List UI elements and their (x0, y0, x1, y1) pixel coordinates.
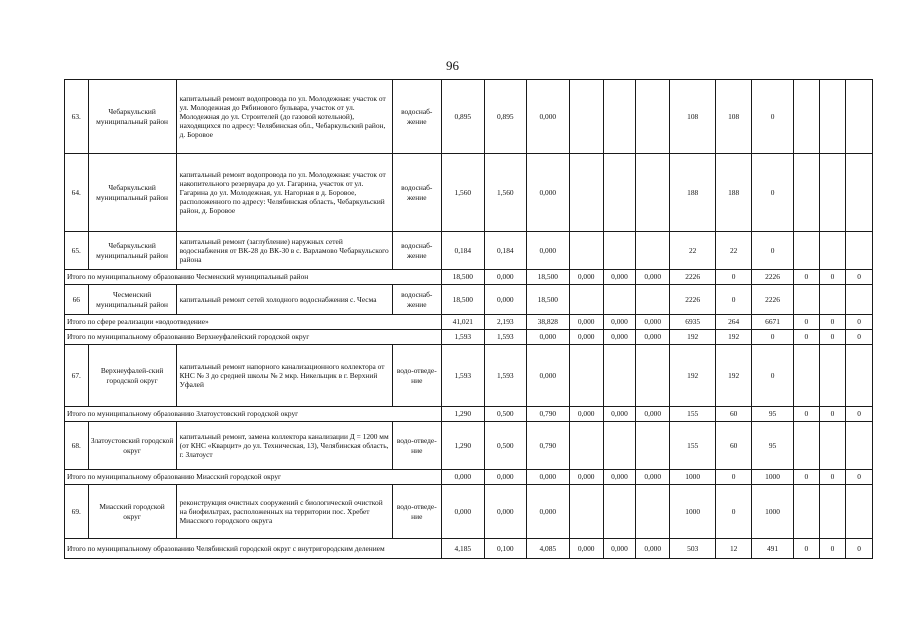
municipality-cell: Верхнеуфалей-ский городской округ (88, 345, 176, 407)
value-cell: 2226 (670, 285, 716, 315)
value-cell: 0,000 (603, 407, 636, 422)
value-cell (819, 422, 846, 470)
value-cell: 0 (846, 330, 873, 345)
value-cell (794, 232, 820, 270)
value-cell: 0,000 (603, 539, 636, 559)
value-cell: 2,193 (484, 315, 526, 330)
value-cell: 12 (716, 539, 752, 559)
municipality-cell: Златоустовский городской округ (88, 422, 176, 470)
value-cell (569, 345, 603, 407)
value-cell (603, 154, 636, 232)
value-cell: 155 (670, 422, 716, 470)
row-number-cell: 64. (65, 154, 89, 232)
row-number-cell: 69. (65, 485, 89, 539)
value-cell (794, 485, 820, 539)
value-cell: 0,500 (484, 407, 526, 422)
value-cell: 0,000 (603, 470, 636, 485)
value-cell: 1,560 (441, 154, 484, 232)
value-cell: 95 (752, 422, 794, 470)
value-cell (569, 232, 603, 270)
value-cell (636, 154, 670, 232)
value-cell (636, 485, 670, 539)
value-cell: 0,184 (484, 232, 526, 270)
value-cell (569, 285, 603, 315)
value-cell: 0,000 (484, 270, 526, 285)
value-cell (603, 345, 636, 407)
value-cell: 264 (716, 315, 752, 330)
row-number-cell: 65. (65, 232, 89, 270)
description-cell: капитальный ремонт, замена коллектора канализации Д = 1200 мм (от КНС «Кварцит» до ул. Техническая, 13), Челябинская область, г. Златоуст (176, 422, 392, 470)
value-cell: 1,290 (441, 422, 484, 470)
value-cell: 0,000 (636, 270, 670, 285)
total-label-cell: Итого по муниципальному образованию Верхнеуфалейский городской округ (65, 330, 442, 345)
value-cell: 60 (716, 407, 752, 422)
value-cell (819, 80, 846, 154)
value-cell: 192 (716, 345, 752, 407)
value-cell: 0,895 (441, 80, 484, 154)
value-cell: 0,790 (526, 407, 569, 422)
value-cell: 0,000 (484, 485, 526, 539)
sphere-cell: водоснаб-жение (392, 232, 441, 270)
value-cell: 0,100 (484, 539, 526, 559)
municipality-cell: Чебаркульский муниципальный район (88, 80, 176, 154)
value-cell: 0 (846, 315, 873, 330)
description-cell: капитальный ремонт водопровода по ул. Молодежная: участок от накопительного резервуара до ул. Гагарина, участок от ул. Гагарина до ул. Молодежная, ул. Нагорная в д. Боровое, расположенного по адресу: Челябинская область, Чебаркульский район, д. Боровое (176, 154, 392, 232)
value-cell: 188 (716, 154, 752, 232)
value-cell: 0,000 (569, 470, 603, 485)
value-cell: 0,000 (526, 345, 569, 407)
value-cell (794, 345, 820, 407)
value-cell: 4,085 (526, 539, 569, 559)
value-cell (794, 154, 820, 232)
value-cell: 0 (752, 232, 794, 270)
value-cell (846, 80, 873, 154)
value-cell: 0 (794, 470, 820, 485)
municipality-cell: Чесменский муниципальный район (88, 285, 176, 315)
value-cell (636, 345, 670, 407)
value-cell: 0 (819, 539, 846, 559)
value-cell: 0 (716, 285, 752, 315)
value-cell: 1,593 (484, 345, 526, 407)
value-cell (636, 422, 670, 470)
description-cell: капитальный ремонт (заглубление) наружных сетей водоснабжения от ВК-28 до ВК-30 в с. Варламово Чебаркульского района (176, 232, 392, 270)
value-cell: 1,560 (484, 154, 526, 232)
total-row (65, 270, 873, 285)
value-cell: 6671 (752, 315, 794, 330)
value-cell (569, 80, 603, 154)
value-cell: 0 (752, 330, 794, 345)
value-cell: 0 (819, 315, 846, 330)
value-cell: 60 (716, 422, 752, 470)
value-cell: 22 (716, 232, 752, 270)
value-cell (846, 285, 873, 315)
value-cell: 0 (794, 315, 820, 330)
description-cell: капитальный ремонт сетей холодного водоснабжения с. Чесма (176, 285, 392, 315)
value-cell (846, 345, 873, 407)
total-label-cell: Итого по муниципальному образованию Златоустовский городской округ (65, 407, 442, 422)
value-cell (819, 345, 846, 407)
value-cell: 2226 (752, 285, 794, 315)
value-cell (819, 154, 846, 232)
value-cell: 41,021 (441, 315, 484, 330)
value-cell: 18,500 (526, 270, 569, 285)
value-cell: 0,000 (603, 330, 636, 345)
total-row (65, 315, 873, 330)
value-cell: 2226 (670, 270, 716, 285)
value-cell: 0 (716, 270, 752, 285)
value-cell (603, 422, 636, 470)
value-cell: 0,000 (441, 485, 484, 539)
value-cell: 0,000 (569, 330, 603, 345)
total-label-cell: Итого по муниципальному образованию Чесменский муниципальный район (65, 270, 442, 285)
row-number-cell: 66 (65, 285, 89, 315)
value-cell: 0,000 (526, 154, 569, 232)
table-row (65, 422, 873, 470)
value-cell (846, 485, 873, 539)
total-row (65, 330, 873, 345)
value-cell: 192 (670, 345, 716, 407)
value-cell (794, 422, 820, 470)
value-cell (846, 422, 873, 470)
value-cell: 0 (752, 154, 794, 232)
value-cell: 0,000 (636, 315, 670, 330)
value-cell: 95 (752, 407, 794, 422)
value-cell: 1,593 (484, 330, 526, 345)
value-cell: 38,828 (526, 315, 569, 330)
table-body (65, 80, 873, 559)
value-cell: 0,895 (484, 80, 526, 154)
value-cell: 0 (819, 470, 846, 485)
value-cell (819, 485, 846, 539)
value-cell: 0,790 (526, 422, 569, 470)
total-row (65, 470, 873, 485)
value-cell: 0,000 (569, 270, 603, 285)
value-cell: 188 (670, 154, 716, 232)
table-row (65, 485, 873, 539)
value-cell (569, 422, 603, 470)
page-number: 96 (446, 58, 459, 73)
value-cell: 0 (846, 270, 873, 285)
value-cell: 0,000 (526, 330, 569, 345)
value-cell: 0,000 (526, 80, 569, 154)
value-cell: 0,000 (569, 539, 603, 559)
value-cell (846, 232, 873, 270)
data-table (64, 79, 873, 559)
row-number-cell: 67. (65, 345, 89, 407)
value-cell (636, 80, 670, 154)
value-cell: 491 (752, 539, 794, 559)
value-cell: 0,000 (569, 315, 603, 330)
value-cell: 1,593 (441, 330, 484, 345)
value-cell: 0,000 (636, 470, 670, 485)
total-label-cell: Итого по муниципальному образованию Миасский городской округ (65, 470, 442, 485)
table-row (65, 80, 873, 154)
value-cell: 0 (716, 470, 752, 485)
value-cell (603, 485, 636, 539)
value-cell: 503 (670, 539, 716, 559)
value-cell: 4,185 (441, 539, 484, 559)
value-cell: 0 (752, 80, 794, 154)
total-row (65, 407, 873, 422)
municipality-cell: Миасский городской округ (88, 485, 176, 539)
value-cell (846, 154, 873, 232)
total-label-cell: Итого по сфере реализации «водоотведение» (65, 315, 442, 330)
value-cell: 0,000 (636, 330, 670, 345)
sphere-cell: водо-отведе-ние (392, 485, 441, 539)
value-cell: 0,000 (526, 485, 569, 539)
value-cell: 1,290 (441, 407, 484, 422)
value-cell: 0,000 (526, 470, 569, 485)
value-cell: 18,500 (526, 285, 569, 315)
value-cell: 1000 (670, 485, 716, 539)
value-cell: 0,000 (603, 270, 636, 285)
description-cell: капитальный ремонт водопровода по ул. Молодежная: участок от ул. Молодежная до Рябинового бульвара, участок от ул. Молодежная до ул. Строителей (до газовой котельной), находящихся по адресу: Челябинская обл., Чебаркульский район, д. Боровое (176, 80, 392, 154)
table-row (65, 285, 873, 315)
value-cell: 0 (819, 270, 846, 285)
value-cell: 1000 (670, 470, 716, 485)
value-cell (603, 232, 636, 270)
row-number-cell: 68. (65, 422, 89, 470)
value-cell: 0 (846, 407, 873, 422)
sphere-cell: водоснаб-жение (392, 285, 441, 315)
value-cell (794, 285, 820, 315)
value-cell: 0,000 (636, 539, 670, 559)
value-cell (636, 232, 670, 270)
sphere-cell: водо-отведе-ние (392, 422, 441, 470)
value-cell: 192 (670, 330, 716, 345)
value-cell (603, 80, 636, 154)
value-cell (603, 285, 636, 315)
sphere-cell: водоснаб-жение (392, 154, 441, 232)
value-cell: 1000 (752, 470, 794, 485)
value-cell: 1000 (752, 485, 794, 539)
value-cell: 18,500 (441, 270, 484, 285)
value-cell: 108 (716, 80, 752, 154)
value-cell: 1,593 (441, 345, 484, 407)
value-cell (819, 232, 846, 270)
table-row (65, 154, 873, 232)
value-cell: 0,000 (441, 470, 484, 485)
value-cell: 0,000 (636, 407, 670, 422)
value-cell: 0 (846, 470, 873, 485)
row-number-cell: 63. (65, 80, 89, 154)
sphere-cell: водо-отведе-ние (392, 345, 441, 407)
value-cell: 22 (670, 232, 716, 270)
total-row (65, 539, 873, 559)
table-row (65, 232, 873, 270)
value-cell: 0 (819, 330, 846, 345)
value-cell: 0 (716, 485, 752, 539)
value-cell: 18,500 (441, 285, 484, 315)
value-cell: 0 (794, 270, 820, 285)
value-cell: 0,000 (569, 407, 603, 422)
value-cell (819, 285, 846, 315)
municipality-cell: Чебаркульский муниципальный район (88, 232, 176, 270)
value-cell (569, 485, 603, 539)
value-cell: 6935 (670, 315, 716, 330)
value-cell: 0 (794, 407, 820, 422)
municipality-cell: Чебаркульский муниципальный район (88, 154, 176, 232)
value-cell: 0,500 (484, 422, 526, 470)
value-cell: 108 (670, 80, 716, 154)
value-cell: 0 (752, 345, 794, 407)
value-cell: 0 (794, 539, 820, 559)
value-cell: 0,000 (526, 232, 569, 270)
description-cell: реконструкция очистных сооружений с биологической очисткой на биофильтрах, расположенных на территории пос. Хребет Миасского городского округа (176, 485, 392, 539)
value-cell: 2226 (752, 270, 794, 285)
value-cell: 0 (846, 539, 873, 559)
table-row (65, 345, 873, 407)
value-cell: 0 (819, 407, 846, 422)
value-cell: 0,000 (484, 470, 526, 485)
value-cell: 0,000 (603, 315, 636, 330)
value-cell: 0,184 (441, 232, 484, 270)
description-cell: капитальный ремонт напорного канализационного коллектора от КНС № 3 до средней школы № 2 мкр. Никельщик в г. Верхний Уфалей (176, 345, 392, 407)
value-cell: 0,000 (484, 285, 526, 315)
value-cell: 155 (670, 407, 716, 422)
value-cell (636, 285, 670, 315)
value-cell: 0 (794, 330, 820, 345)
value-cell: 192 (716, 330, 752, 345)
value-cell (794, 80, 820, 154)
value-cell (569, 154, 603, 232)
sphere-cell: водоснаб-жение (392, 80, 441, 154)
total-label-cell: Итого по муниципальному образованию Челябинский городской округ с внутригородским делением (65, 539, 442, 559)
